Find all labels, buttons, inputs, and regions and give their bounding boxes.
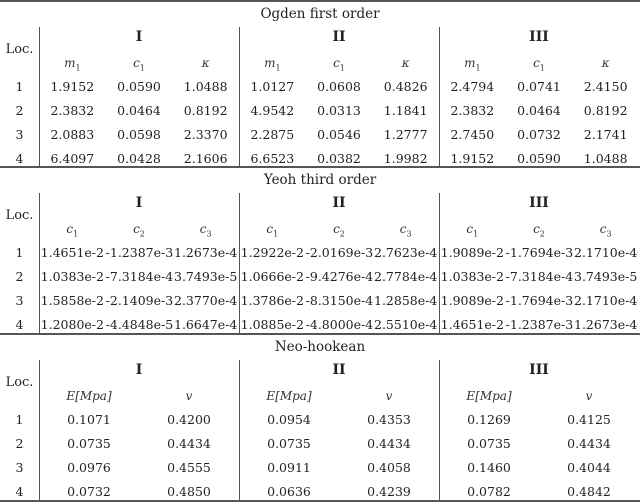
table-cell: 0.4125 xyxy=(567,412,611,427)
divider xyxy=(239,27,240,168)
table-cell: 3.7493e-5 xyxy=(574,269,638,284)
column-header: $c_2$ xyxy=(533,222,545,239)
table-cell: 1.0885e-2 xyxy=(240,317,304,332)
column-header: κ xyxy=(201,56,210,70)
table-cell: 2.1741 xyxy=(583,127,628,142)
table-cell: 2.4150 xyxy=(583,79,628,94)
table-cell: 0.0735 xyxy=(267,436,311,451)
table-cell: 1.9982 xyxy=(383,151,428,166)
table-cell: 1.0383e-2 xyxy=(440,269,504,284)
divider xyxy=(39,193,40,334)
table-cell: 2.5510e-4 xyxy=(374,317,438,332)
table-cell: 2.7784e-4 xyxy=(374,269,438,284)
table-cell: -1.2387e-3 xyxy=(505,317,574,332)
table-cell: 0.0590 xyxy=(117,79,161,94)
table-cell: 0.0382 xyxy=(317,151,361,166)
loc-cell: 4 xyxy=(15,484,24,499)
table-cell: 0.1071 xyxy=(67,412,111,427)
table-cell: 6.4097 xyxy=(50,151,95,166)
table-cell: 0.0911 xyxy=(267,460,311,475)
group-title-I: I xyxy=(135,29,143,45)
table-cell: 0.4434 xyxy=(367,436,411,451)
column-header: $c_1$ xyxy=(466,222,479,239)
table-cell: 2.1710e-4 xyxy=(574,293,638,308)
table-cell: -7.3184e-4 xyxy=(105,269,174,284)
table-cell: 1.0488 xyxy=(583,151,628,166)
table-cell: 0.0976 xyxy=(67,460,111,475)
table-cell: -9.4276e-4 xyxy=(305,269,374,284)
column-header: $c_1$ xyxy=(266,222,279,239)
table-cell: 2.0883 xyxy=(50,127,95,142)
table-cell: 2.3832 xyxy=(450,103,495,118)
group-title-III: III xyxy=(529,195,549,211)
section-yeoh xyxy=(0,168,640,334)
divider xyxy=(439,27,440,168)
table-cell: 0.0464 xyxy=(117,103,161,118)
table-cell: 0.0732 xyxy=(517,127,561,142)
loc-header: Loc. xyxy=(5,375,34,390)
table-cell: 1.9152 xyxy=(450,151,495,166)
column-header: $c_1$ xyxy=(133,56,145,73)
table-cell: -2.1409e-3 xyxy=(105,293,174,308)
table-cell: 0.1269 xyxy=(467,412,511,427)
loc-cell: 4 xyxy=(15,151,24,166)
table-cell: 0.0428 xyxy=(117,151,161,166)
table-cell: 1.0127 xyxy=(250,79,295,94)
loc-header: Loc. xyxy=(5,42,34,57)
table-cell: 1.9089e-2 xyxy=(440,245,504,260)
table-cell: -4.4848e-5 xyxy=(105,317,174,332)
table-cell: 0.0636 xyxy=(267,484,311,499)
table-cell: 1.2673e-4 xyxy=(574,317,638,332)
column-header: $c_3$ xyxy=(199,222,212,239)
table-cell: 1.2858e-4 xyxy=(374,293,438,308)
table-cell: 0.1460 xyxy=(467,460,511,475)
table-cell: 0.0741 xyxy=(517,79,561,94)
table-cell: 2.1606 xyxy=(183,151,228,166)
table-cell: 0.0546 xyxy=(317,127,361,142)
column-header: $c_3$ xyxy=(399,222,412,239)
top-rule xyxy=(0,0,640,2)
divider xyxy=(239,193,240,334)
table-cell: 0.0735 xyxy=(67,436,111,451)
table-cell: -2.0169e-3 xyxy=(305,245,374,260)
table-cell: 0.8192 xyxy=(183,103,228,118)
table-cell: 0.0313 xyxy=(317,103,361,118)
loc-cell: 2 xyxy=(15,103,24,118)
column-header: $c_2$ xyxy=(133,222,145,239)
column-header: $m_1$ xyxy=(464,56,481,73)
table-cell: 4.9542 xyxy=(250,103,295,118)
column-header: κ xyxy=(401,56,410,70)
table-cell: 0.0590 xyxy=(517,151,561,166)
divider xyxy=(239,360,240,501)
table-cell: 0.4058 xyxy=(367,460,411,475)
table-cell: 0.0782 xyxy=(467,484,511,499)
group-title-III: III xyxy=(529,362,549,378)
loc-cell: 1 xyxy=(15,412,24,427)
table-cell: -8.3150e-4 xyxy=(305,293,374,308)
table-cell: 0.4434 xyxy=(567,436,611,451)
table-cell: 1.2922e-2 xyxy=(240,245,304,260)
column-header: $c_3$ xyxy=(599,222,612,239)
table-cell: 2.2875 xyxy=(250,127,295,142)
section-title: Ogden first order xyxy=(260,6,380,22)
table-cell: 1.2673e-4 xyxy=(174,245,238,260)
loc-cell: 1 xyxy=(15,245,24,260)
table-cell: 6.6523 xyxy=(250,151,295,166)
section-ogden xyxy=(0,2,640,168)
section-title: Neo-hookean xyxy=(274,339,366,355)
table-cell: 0.4044 xyxy=(567,460,611,475)
table-cell: 1.4651e-2 xyxy=(40,245,104,260)
column-header: $c_1$ xyxy=(333,56,345,73)
table-cell: -1.7694e-3 xyxy=(505,245,574,260)
loc-cell: 2 xyxy=(15,269,24,284)
table-cell: 0.4555 xyxy=(167,460,211,475)
group-title-II: II xyxy=(332,29,346,45)
column-header: $c_1$ xyxy=(533,56,545,73)
table-cell: 0.4434 xyxy=(167,436,211,451)
table-cell: 2.3770e-4 xyxy=(174,293,238,308)
table-cell: 0.4850 xyxy=(167,484,211,499)
table-cell: 0.0598 xyxy=(117,127,161,142)
loc-cell: 3 xyxy=(15,293,24,308)
table-cell: 1.5858e-2 xyxy=(40,293,104,308)
column-header: $m_1$ xyxy=(64,56,81,73)
table-cell: 0.4239 xyxy=(367,484,411,499)
table-cell: 1.1841 xyxy=(383,103,428,118)
table-cell: -1.7694e-3 xyxy=(505,293,574,308)
column-header: E[Mpa] xyxy=(466,389,512,403)
group-title-I: I xyxy=(135,195,143,211)
group-title-I: I xyxy=(135,362,143,378)
table-cell: 1.3786e-2 xyxy=(240,293,304,308)
loc-cell: 3 xyxy=(15,460,24,475)
table-cell: 1.0666e-2 xyxy=(240,269,304,284)
table-cell: 0.0954 xyxy=(267,412,311,427)
divider xyxy=(439,360,440,501)
loc-cell: 4 xyxy=(15,317,24,332)
table-cell: 2.4794 xyxy=(450,79,495,94)
table-cell: -7.3184e-4 xyxy=(505,269,574,284)
divider xyxy=(439,193,440,334)
column-header: v xyxy=(185,389,193,403)
divider xyxy=(39,27,40,168)
table-cell: 2.1710e-4 xyxy=(574,245,638,260)
loc-cell: 1 xyxy=(15,79,24,94)
bottom-rule xyxy=(0,500,640,502)
table-cell: 1.0383e-2 xyxy=(40,269,104,284)
table-cell: 1.9152 xyxy=(50,79,95,94)
table-cell: 0.0464 xyxy=(517,103,561,118)
table-cell: 2.7450 xyxy=(450,127,495,142)
table-cell: 0.0608 xyxy=(317,79,361,94)
table-cell: 1.2080e-2 xyxy=(40,317,104,332)
loc-cell: 2 xyxy=(15,436,24,451)
group-title-II: II xyxy=(332,362,346,378)
section-neo-hookean xyxy=(0,335,640,501)
table-cell: -4.8000e-4 xyxy=(305,317,374,332)
divider xyxy=(39,360,40,501)
table-cell: 1.2777 xyxy=(383,127,428,142)
section-title: Yeoh third order xyxy=(263,172,377,188)
table-cell: 1.4651e-2 xyxy=(440,317,504,332)
table-cell: 1.9089e-2 xyxy=(440,293,504,308)
table-cell: 0.4200 xyxy=(167,412,211,427)
table-cell: 1.0488 xyxy=(183,79,228,94)
column-header: κ xyxy=(601,56,610,70)
table-cell: 2.3370 xyxy=(183,127,228,142)
table-cell: 0.0732 xyxy=(67,484,111,499)
table-cell: 0.8192 xyxy=(583,103,628,118)
group-title-III: III xyxy=(529,29,549,45)
column-header: v xyxy=(385,389,393,403)
table-cell: 0.4826 xyxy=(383,79,428,94)
column-header: E[Mpa] xyxy=(266,389,312,403)
loc-header: Loc. xyxy=(5,208,34,223)
table-cell: -1.2387e-3 xyxy=(105,245,174,260)
column-header: E[Mpa] xyxy=(66,389,112,403)
table-cell: 3.7493e-5 xyxy=(174,269,238,284)
loc-cell: 3 xyxy=(15,127,24,142)
table-cell: 0.4842 xyxy=(567,484,611,499)
column-header: v xyxy=(585,389,593,403)
table-cell: 0.4353 xyxy=(367,412,411,427)
column-header: $m_1$ xyxy=(264,56,281,73)
table-cell: 1.6647e-4 xyxy=(174,317,238,332)
table-cell: 0.0735 xyxy=(467,436,511,451)
table-cell: 2.3832 xyxy=(50,103,95,118)
table-cell: 2.7623e-4 xyxy=(374,245,438,260)
column-header: $c_2$ xyxy=(333,222,345,239)
column-header: $c_1$ xyxy=(66,222,79,239)
group-title-II: II xyxy=(332,195,346,211)
